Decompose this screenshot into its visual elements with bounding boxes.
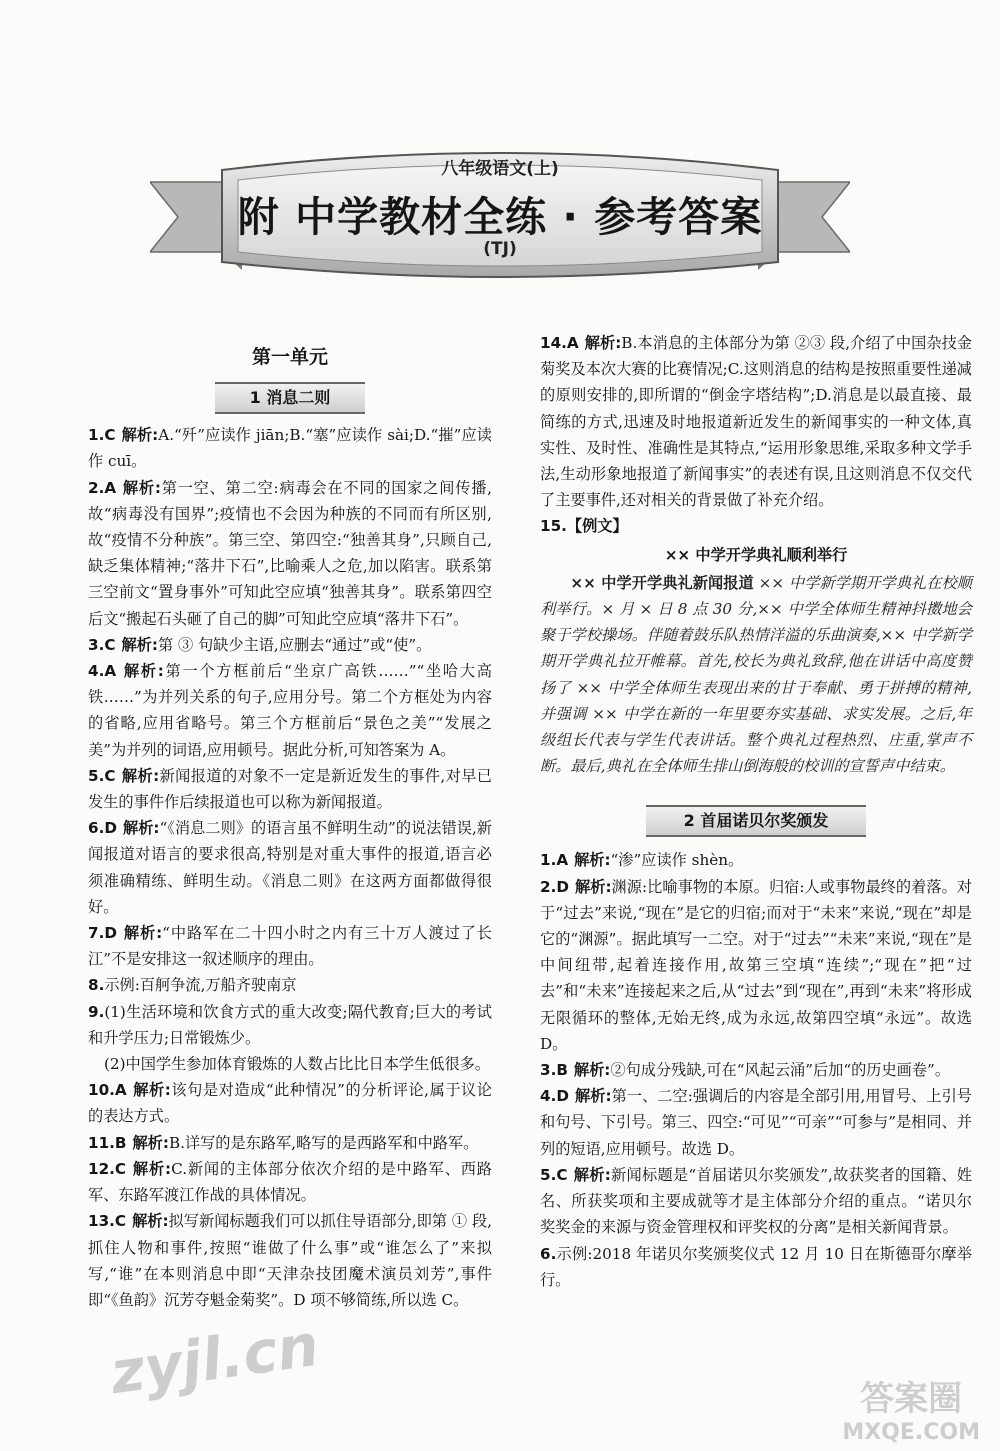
- watermark-right-bottom: MXQE.COM: [842, 1420, 980, 1445]
- analysis-label: 解析:: [573, 1061, 611, 1080]
- answer-item: [88, 763, 492, 815]
- analysis-label: 解析:: [132, 1212, 169, 1231]
- answer-number: 3.B: [540, 1061, 568, 1080]
- answer-text: (1)生活环境和饮食方式的重大改变;隔代教育;巨大的考试和升学压力;日常锻炼少。: [88, 1002, 492, 1047]
- answer-list-lesson-2: [540, 847, 972, 1292]
- answer-number: 13.C: [88, 1212, 127, 1231]
- answer-item: [88, 972, 492, 998]
- answer-text: 新闻标题是“首届诺贝尔奖颁发”,故获奖者的国籍、姓名、所获奖项和主要成就等才是主体部分介绍的重点。“诺贝尔奖奖金的来源与资金管理权和评奖权的分离”是相关新闻背景。: [540, 1165, 972, 1237]
- watermark-left: zyjl.cn: [106, 1310, 323, 1408]
- answer-number: 4.D: [540, 1087, 569, 1106]
- banner-subtitle: 八年级语文(上): [441, 159, 559, 179]
- essay-block: [540, 513, 972, 779]
- analysis-label: 解析:: [574, 1087, 612, 1106]
- analysis-label: 解析:: [132, 1081, 171, 1100]
- answer-number: 6.D: [88, 819, 117, 838]
- answer-text: (2)中国学生参加体育锻炼的人数占比比日本学生低很多。: [104, 1055, 491, 1074]
- unit-title: 第一单元: [251, 346, 328, 368]
- analysis-label: 解析:: [132, 1133, 169, 1152]
- analysis-label: 解析:: [122, 924, 163, 943]
- answer-item: [88, 475, 492, 632]
- lesson-2-heading: 2 首届诺贝尔奖颁发: [646, 805, 866, 837]
- answer-number: 10.A: [88, 1081, 127, 1100]
- answer-text: 示例:百舸争流,万船齐驶南京: [104, 976, 297, 995]
- answer-number: 14.A: [540, 334, 579, 352]
- answer-text: A.“歼”应读作 jiān;B.“塞”应读作 sài;D.“摧”应读作 cuī。: [88, 426, 492, 471]
- answer-number: 6.: [540, 1244, 557, 1263]
- analysis-label: 解析:: [584, 334, 622, 352]
- answer-item: [540, 847, 972, 873]
- answer-text: 第 ③ 句缺少主语,应删去“通过”或“使”。: [157, 635, 432, 654]
- analysis-label: 解析:: [574, 877, 612, 896]
- answer-item: [88, 1156, 492, 1208]
- right-column: [540, 330, 972, 1293]
- answer-number: 8.: [88, 976, 105, 995]
- analysis-label: 解析:: [121, 766, 160, 785]
- answer-text: 该句是对造成“此种情况”的分析评论,属于议论的表达方式。: [88, 1081, 492, 1126]
- answer-text: C.新闻的主体部分依次介绍的是中路军、西路军、东路军渡江作战的具体情况。: [88, 1159, 492, 1205]
- watermark-right: [842, 1379, 980, 1450]
- answer-text: B.本消息的主体部分为第 ②③ 段,介绍了中国杂技金菊奖及本次大赛的比赛情况;C.这则消息的结构是按照重要性递减的原则安排的,即所谓的“倒金字塔结构”;D.消息是以最直接、最简练的方式,迅速及时地报道新近发生的新闻事实的一种文体,真实性、及时性、准确性是其特点,“运用形象思维,采取多种文学手法,生动形象地报道了新闻事实”的表述有误,且这则消息不仅交代了主要事件,还对相关的背景做了补充介绍。: [540, 334, 972, 510]
- answer-item: [540, 874, 972, 1057]
- answer-text: 第一个方框前后“坐京广高铁……”“坐哈大高铁……”为并列关系的句子,应用分号。第二个方框处为内容的省略,应用省略号。第三个方框前后“景色之美”“发展之美”为并列的词语,应用顿号。据此分析,可知答案为 A。: [88, 662, 492, 759]
- analysis-label: 解析:: [121, 635, 158, 654]
- answer-text: B.详写的是东路军,略写的是西路军和中路军。: [168, 1133, 479, 1152]
- analysis-label: 解析:: [122, 662, 164, 681]
- analysis-label: 解析:: [132, 1159, 172, 1178]
- lesson-1-heading: 1 消息二则: [215, 382, 365, 414]
- answer-item: [540, 1241, 972, 1293]
- answer-text: 拟写新闻标题我们可以抓住导语部分,即第 ① 段,抓住人物和事件,按照“谁做了什么事”或“谁怎么了”来拟写,“谁”在本则消息中即“天津杂技团魔术演员刘芳”,事件即“《鱼韵》沉芳夺魁金菊奖”。D 项不够简练,所以选 C。: [88, 1212, 492, 1309]
- analysis-label: 解析:: [121, 426, 159, 445]
- answer-text: 渊源:比喻事物的本原。归宿:人或事物最终的着落。对于“过去”来说,“现在”是它的归宿;而对于“未来”来说,“现在”却是它的“渊源”。据此填写一二空。对于“过去”“未来”来说,“现在”是中间纽带,起着连接作用,故第三空填“连续”;“现在”把“过去”和“未来”连接起来之后,从“过去”到“现在”,再到“未来”将形成无限循环的整体,无始无终,成为永远,故第四空填“永远”。故选 D。: [540, 877, 972, 1053]
- answer-item: [88, 1208, 492, 1313]
- answer-text: “中路军在二十四小时之内有三十万人渡过了长江”不是安排这一叙述顺序的理由。: [88, 924, 492, 969]
- answer-number: 1.A: [540, 851, 569, 870]
- answer-item: [88, 1077, 492, 1129]
- answer-item: [540, 1057, 972, 1083]
- answer-key-banner: [150, 142, 850, 292]
- banner-edition-tag: (TJ): [483, 239, 517, 259]
- answer-number: 12.C: [88, 1159, 127, 1178]
- answer-text: 第一、二空:强调后的内容是全部引用,用冒号、上引号和句号、下引号。第三、四空:“可见”“可亲”“可参与”是相同、并列的短语,应用顿号。故选 D。: [540, 1087, 972, 1158]
- answer-item: [88, 658, 492, 763]
- essay-lead: ×× 中学开学典礼新闻报道: [570, 573, 754, 592]
- answer-text: 第一空、第二空:病毒会在不同的国家之间传播,故“病毒没有国界”;疫情也不会因为种族的不同而有所区别,故“疫情不分种族”。第三空、第四空:“独善其身”,只顾自己,缺乏集体精神;“落井下石”,比喻乘人之危,加以陷害。联系第三空前文“置身事外”可知此空应填“独善其身”。联系第四空后文“搬起石头砸了自己的脚”可知此空应填“落井下石”。: [88, 478, 492, 628]
- answer-list-right: [540, 330, 972, 513]
- essay-title: ×× 中学开学典礼顺利举行: [664, 545, 848, 564]
- answer-item: [88, 999, 492, 1051]
- answer-number: 5.C: [88, 766, 116, 785]
- answer-item: [88, 1130, 492, 1156]
- answer-number: 3.C: [88, 635, 116, 654]
- essay-label: 15.【例文】: [540, 517, 628, 536]
- answer-item: [540, 1162, 972, 1241]
- answer-text: 新闻报道的对象不一定是新近发生的事件,对早已发生的事件作后续报道也可以称为新闻报道。: [88, 766, 492, 812]
- answer-list-left: [88, 422, 492, 1313]
- answer-item: [88, 920, 492, 972]
- answer-text: “《消息二则》的语言虽不鲜明生动”的说法错误,新闻报道对语言的要求很高,特别是对重大事件的报道,语言必须准确精练、鲜明生动。《消息二则》在这两方面都做得很好。: [88, 819, 492, 916]
- left-column: [88, 330, 492, 1313]
- answer-number: 11.B: [88, 1133, 127, 1152]
- answer-number: 1.C: [88, 426, 116, 445]
- answer-number: 2.D: [540, 877, 569, 896]
- answer-text: “渗”应读作 shèn。: [610, 851, 744, 870]
- answer-number: 5.C: [540, 1165, 568, 1184]
- answer-text: 示例:2018 年诺贝尔奖颁奖仪式 12 月 10 日在斯德哥尔摩举行。: [540, 1244, 972, 1289]
- answer-text: ②句成分残缺,可在“风起云涌”后加“的历史画卷”。: [610, 1061, 951, 1080]
- answer-number: 4.A: [88, 662, 117, 681]
- essay-body: [540, 570, 972, 780]
- answer-number: 7.D: [88, 924, 117, 943]
- essay-text: ×× 中学新学期开学典礼在校顺利举行。× 月 × 日 8 点 30 分,×× 中学全体师生精神抖擞地会聚于学校操场。伴随着鼓乐队热情洋溢的乐曲演奏,×× 中学新学期开学典礼拉开帷幕。首先,校长为典礼致辞,他在讲话中高度赞扬了 ×× 中学全体师生表现出来的甘于奉献、勇于拼搏的精神,并强调 ×× 中学在新的一年里要夯实基础、求实发展。之后,年级组长代表与学生代表讲话。整个典礼过程热烈、庄重,掌声不断。最后,典礼在全体师生排山倒海般的校训的宣誓声中结束。: [540, 573, 972, 776]
- analysis-label: 解析:: [122, 478, 161, 497]
- answer-item: [88, 1051, 492, 1077]
- watermark-right-top: 答案圈: [860, 1379, 963, 1419]
- answer-item: [88, 632, 492, 658]
- analysis-label: 解析:: [122, 819, 160, 838]
- answer-item: [540, 1083, 972, 1162]
- answer-item: [88, 815, 492, 920]
- answer-number: 2.A: [88, 478, 117, 497]
- analysis-label: 解析:: [574, 851, 611, 870]
- answer-number: 9.: [88, 1002, 105, 1021]
- analysis-label: 解析:: [573, 1165, 611, 1184]
- answer-item: [540, 330, 972, 513]
- banner-title: 附 中学教材全练 · 参考答案: [237, 193, 763, 241]
- answer-item: [88, 422, 492, 474]
